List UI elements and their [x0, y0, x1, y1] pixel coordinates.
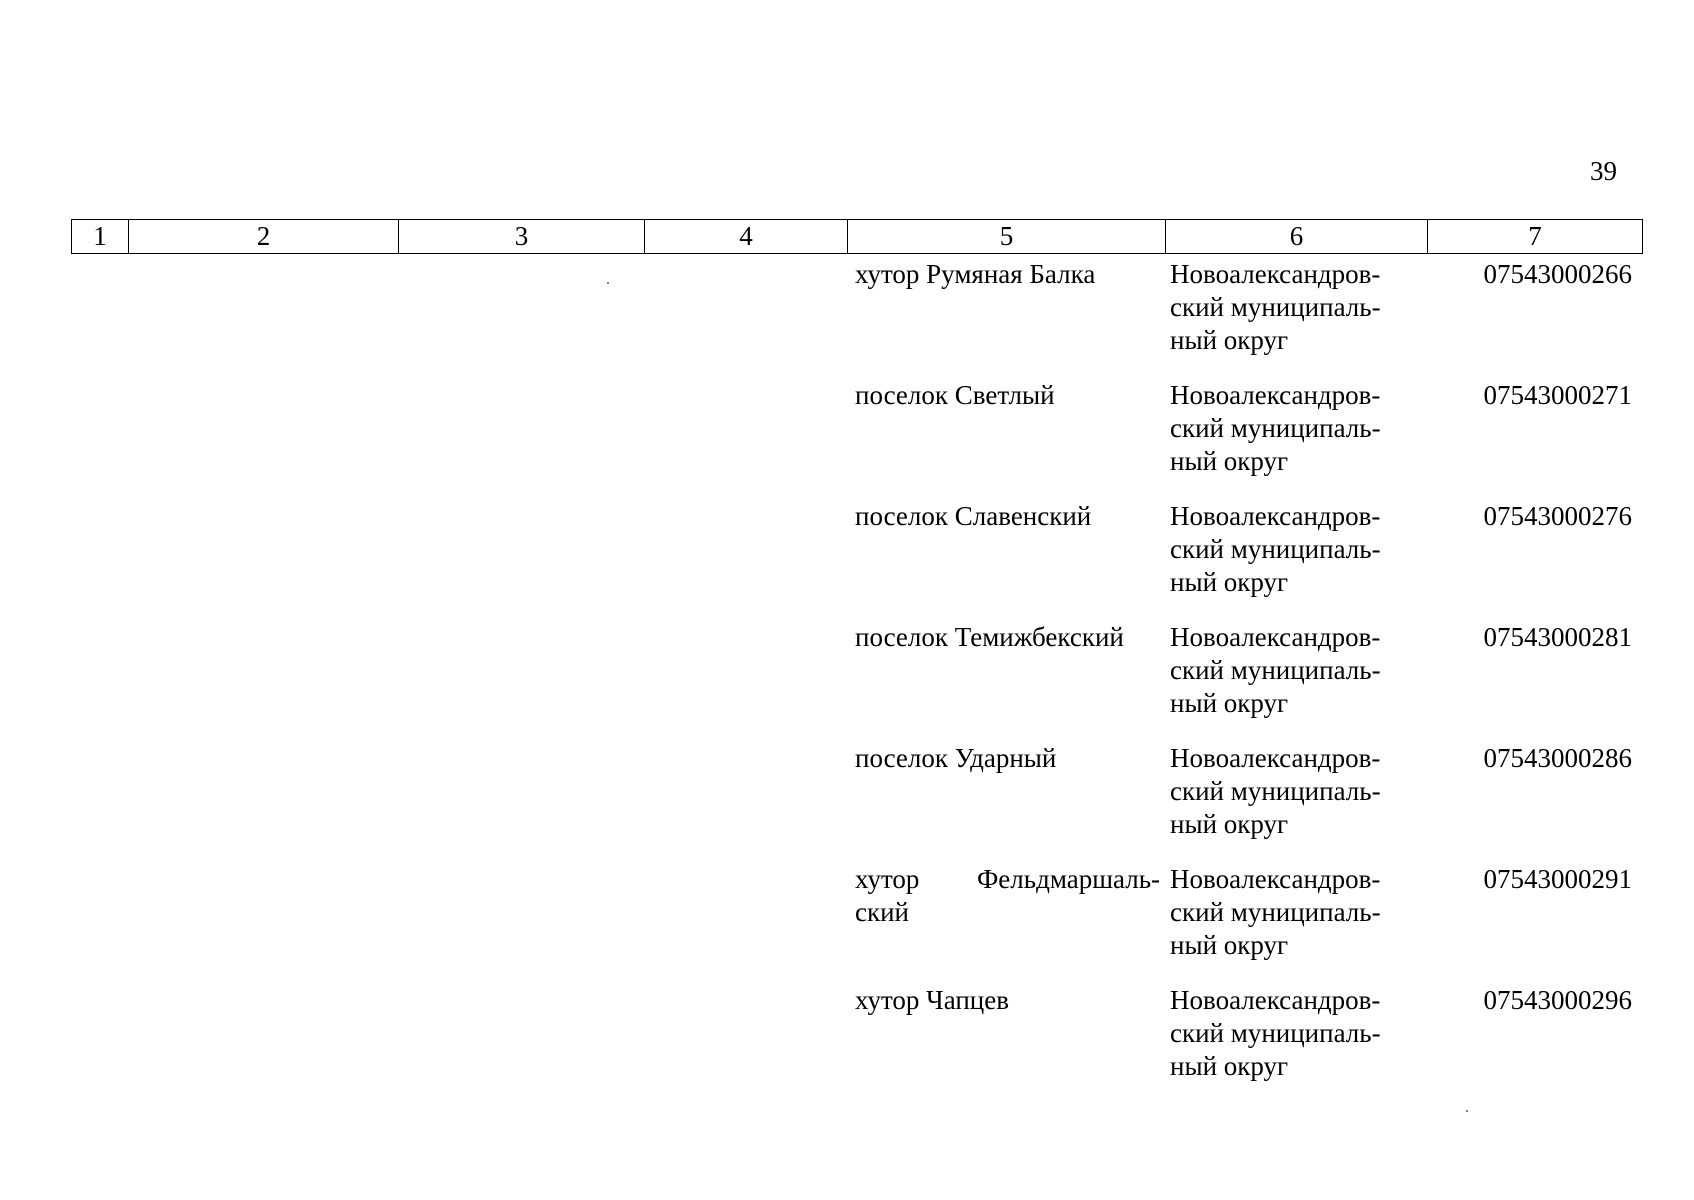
settlement-name: хутор Фельдмаршаль-ский	[855, 864, 1160, 927]
oktmo-code: 07543000276	[1483, 501, 1632, 531]
oktmo-code: 07543000296	[1483, 985, 1632, 1015]
settlement-name: хутор Румяная Балка	[855, 259, 1096, 289]
table-row	[0, 621, 1694, 742]
scan-speck	[1466, 1110, 1468, 1112]
table-row	[0, 984, 1694, 1105]
settlement-name: поселок Ударный	[855, 743, 1057, 773]
table-row	[0, 742, 1694, 863]
municipal-district: Новоалександров- ский муниципаль- ный округ	[1170, 985, 1381, 1081]
settlement-name: поселок Славенский	[855, 501, 1092, 531]
column-number-header	[71, 219, 1643, 254]
scan-speck	[607, 282, 609, 284]
header-col-5: 5	[848, 220, 1166, 254]
header-row	[72, 220, 1643, 254]
header-col-7: 7	[1428, 220, 1643, 254]
settlement-name: поселок Темижбекский	[855, 622, 1124, 652]
municipal-district: Новоалександров- ский муниципаль- ный округ	[1170, 501, 1381, 597]
municipal-district: Новоалександров- ский муниципаль- ный округ	[1170, 864, 1381, 960]
table-row	[0, 258, 1694, 379]
header-col-3: 3	[399, 220, 645, 254]
oktmo-code: 07543000291	[1483, 864, 1632, 894]
oktmo-code: 07543000266	[1483, 259, 1632, 289]
header-col-4: 4	[645, 220, 848, 254]
table-row	[0, 863, 1694, 984]
municipal-district: Новоалександров- ский муниципаль- ный округ	[1170, 622, 1381, 718]
municipal-district: Новоалександров- ский муниципаль- ный округ	[1170, 743, 1381, 839]
municipal-district: Новоалександров- ский муниципаль- ный округ	[1170, 259, 1381, 355]
table-row	[0, 500, 1694, 621]
settlement-name: поселок Светлый	[855, 380, 1055, 410]
settlement-rows	[0, 258, 1694, 1105]
header-col-6: 6	[1166, 220, 1428, 254]
municipal-district: Новоалександров- ский муниципаль- ный округ	[1170, 380, 1381, 476]
header-col-2: 2	[129, 220, 399, 254]
oktmo-code: 07543000286	[1483, 743, 1632, 773]
table-row	[0, 379, 1694, 500]
header-col-1: 1	[72, 220, 129, 254]
oktmo-code: 07543000281	[1483, 622, 1632, 652]
oktmo-code: 07543000271	[1483, 380, 1632, 410]
settlement-name: хутор Чапцев	[855, 985, 1009, 1015]
page-number: 39	[1590, 156, 1617, 186]
